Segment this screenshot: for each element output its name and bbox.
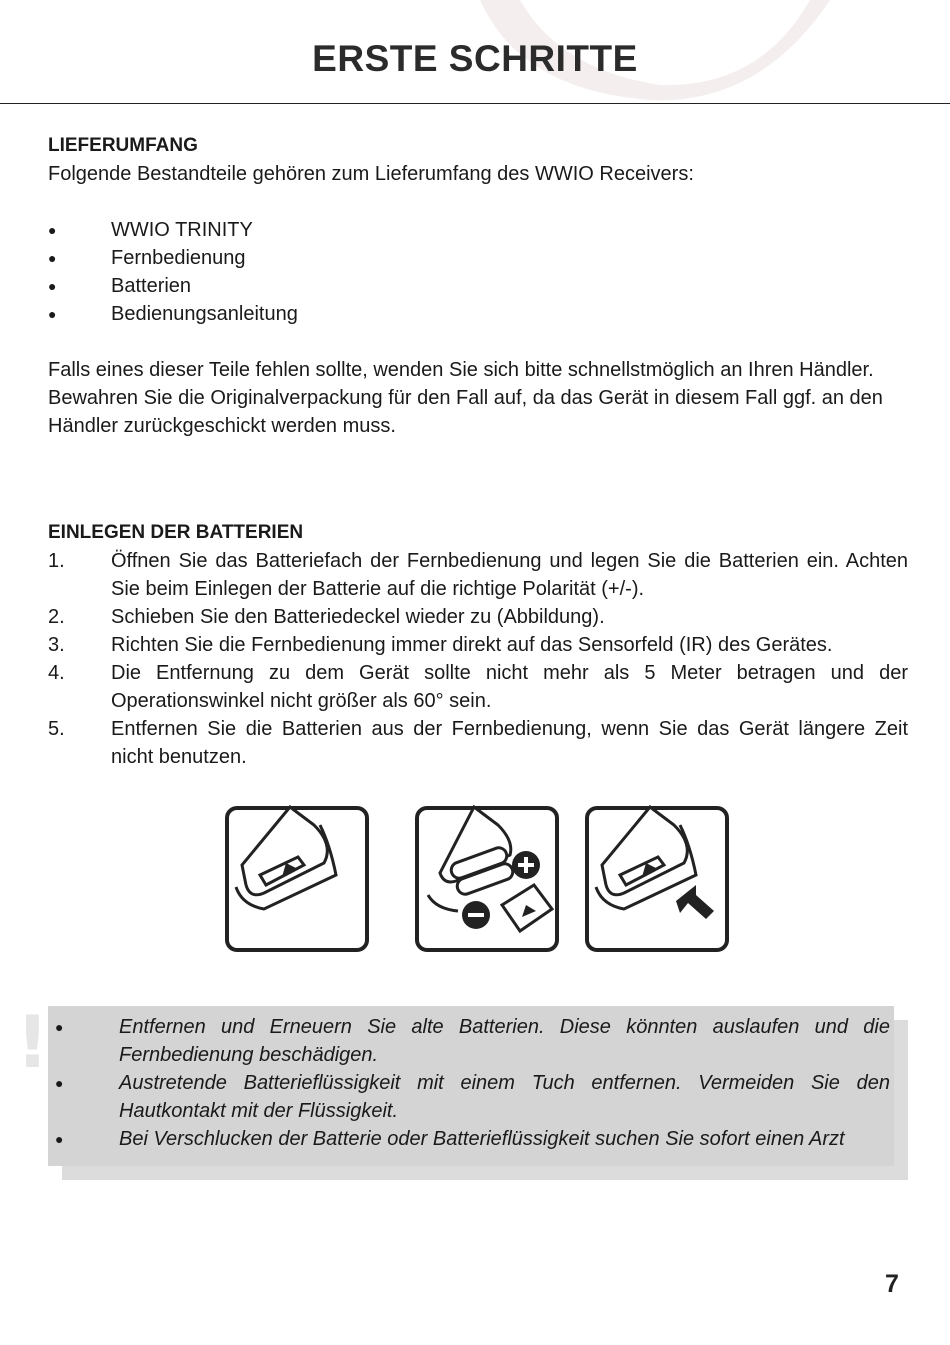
page-title: ERSTE SCHRITTE — [312, 38, 638, 79]
section-heading: EINLEGEN DER BATTERIEN — [48, 522, 304, 543]
section-lieferumfang — [48, 132, 908, 440]
list-item: ● Fernbedienung — [48, 244, 908, 272]
bullet-icon: ● — [48, 278, 57, 294]
cover-slide-close-icon — [584, 805, 730, 953]
list-item: 1. Öffnen Sie das Batteriefach der Fernbedienung und legen Sie die Batterien ein. Achten Sie beim Einlegen der Batterie auf die richtige Polarität (+/-). — [48, 550, 908, 600]
list-item: 2. Schieben Sie den Batteriedeckel wieder zu (Abbildung). — [48, 606, 605, 628]
bullet-icon: ● — [55, 1019, 64, 1035]
list-item: ● Bei Verschlucken der Batterie oder Batterieflüssigkeit suchen Sie sofort einen Arzt — [55, 1125, 890, 1153]
remote-battery-cover-icon — [224, 805, 370, 953]
list-item: ● WWIO TRINITY — [48, 216, 908, 244]
note-list — [55, 1013, 890, 1153]
header-rule — [0, 103, 950, 104]
bullet-icon: ● — [48, 222, 57, 238]
list-item: 4. Die Entfernung zu dem Gerät sollte nicht mehr als 5 Meter betragen und der Operationswinkel nicht größer als 60° sein. — [48, 662, 908, 712]
battery-insert-icon — [414, 805, 560, 953]
bullet-icon: ● — [48, 306, 57, 322]
list-item: ● Batterien — [48, 272, 908, 300]
paragraph-line: Falls eines dieser Teile fehlen sollte, wenden Sie sich bitte schnellstmöglich an Ihren Händler. — [48, 359, 874, 381]
list-item: ● Austretende Batterieflüssigkeit mit einem Tuch entfernen. Vermeiden Sie den Hautkontakt mit der Flüssigkeit. — [55, 1069, 890, 1125]
package-list — [48, 216, 908, 328]
bullet-icon: ● — [55, 1075, 64, 1091]
battery-figures — [224, 805, 734, 955]
list-item: 3. Richten Sie die Fernbedienung immer direkt auf das Sensorfeld (IR) des Gerätes. — [48, 634, 833, 656]
list-item: ● Bedienungsanleitung — [48, 300, 908, 328]
steps-list — [48, 547, 908, 771]
section-batterien — [48, 519, 908, 771]
section-intro: Folgende Bestandteile gehören zum Lieferumfang des WWIO Receivers: — [48, 163, 694, 185]
paragraph-line: Bewahren Sie die Originalverpackung für den Fall auf, da das Gerät in diesem Fall ggf. an den — [48, 387, 883, 409]
bullet-icon: ● — [55, 1131, 64, 1147]
list-item: ● Entfernen und Erneuern Sie alte Batterien. Diese könnten auslaufen und die Fernbedienung beschädigen. — [55, 1013, 890, 1069]
exclamation-icon: ! — [16, 1000, 49, 1084]
list-item: 5. Entfernen Sie die Batterien aus der Fernbedienung, wenn Sie das Gerät längere Zeit nicht benutzen. — [48, 718, 908, 768]
section-heading: LIEFERUMFANG — [48, 135, 198, 156]
page-number: 7 — [885, 1270, 899, 1298]
paragraph-line: Händler zurückgeschickt werden muss. — [48, 415, 396, 437]
bullet-icon: ● — [48, 250, 57, 266]
